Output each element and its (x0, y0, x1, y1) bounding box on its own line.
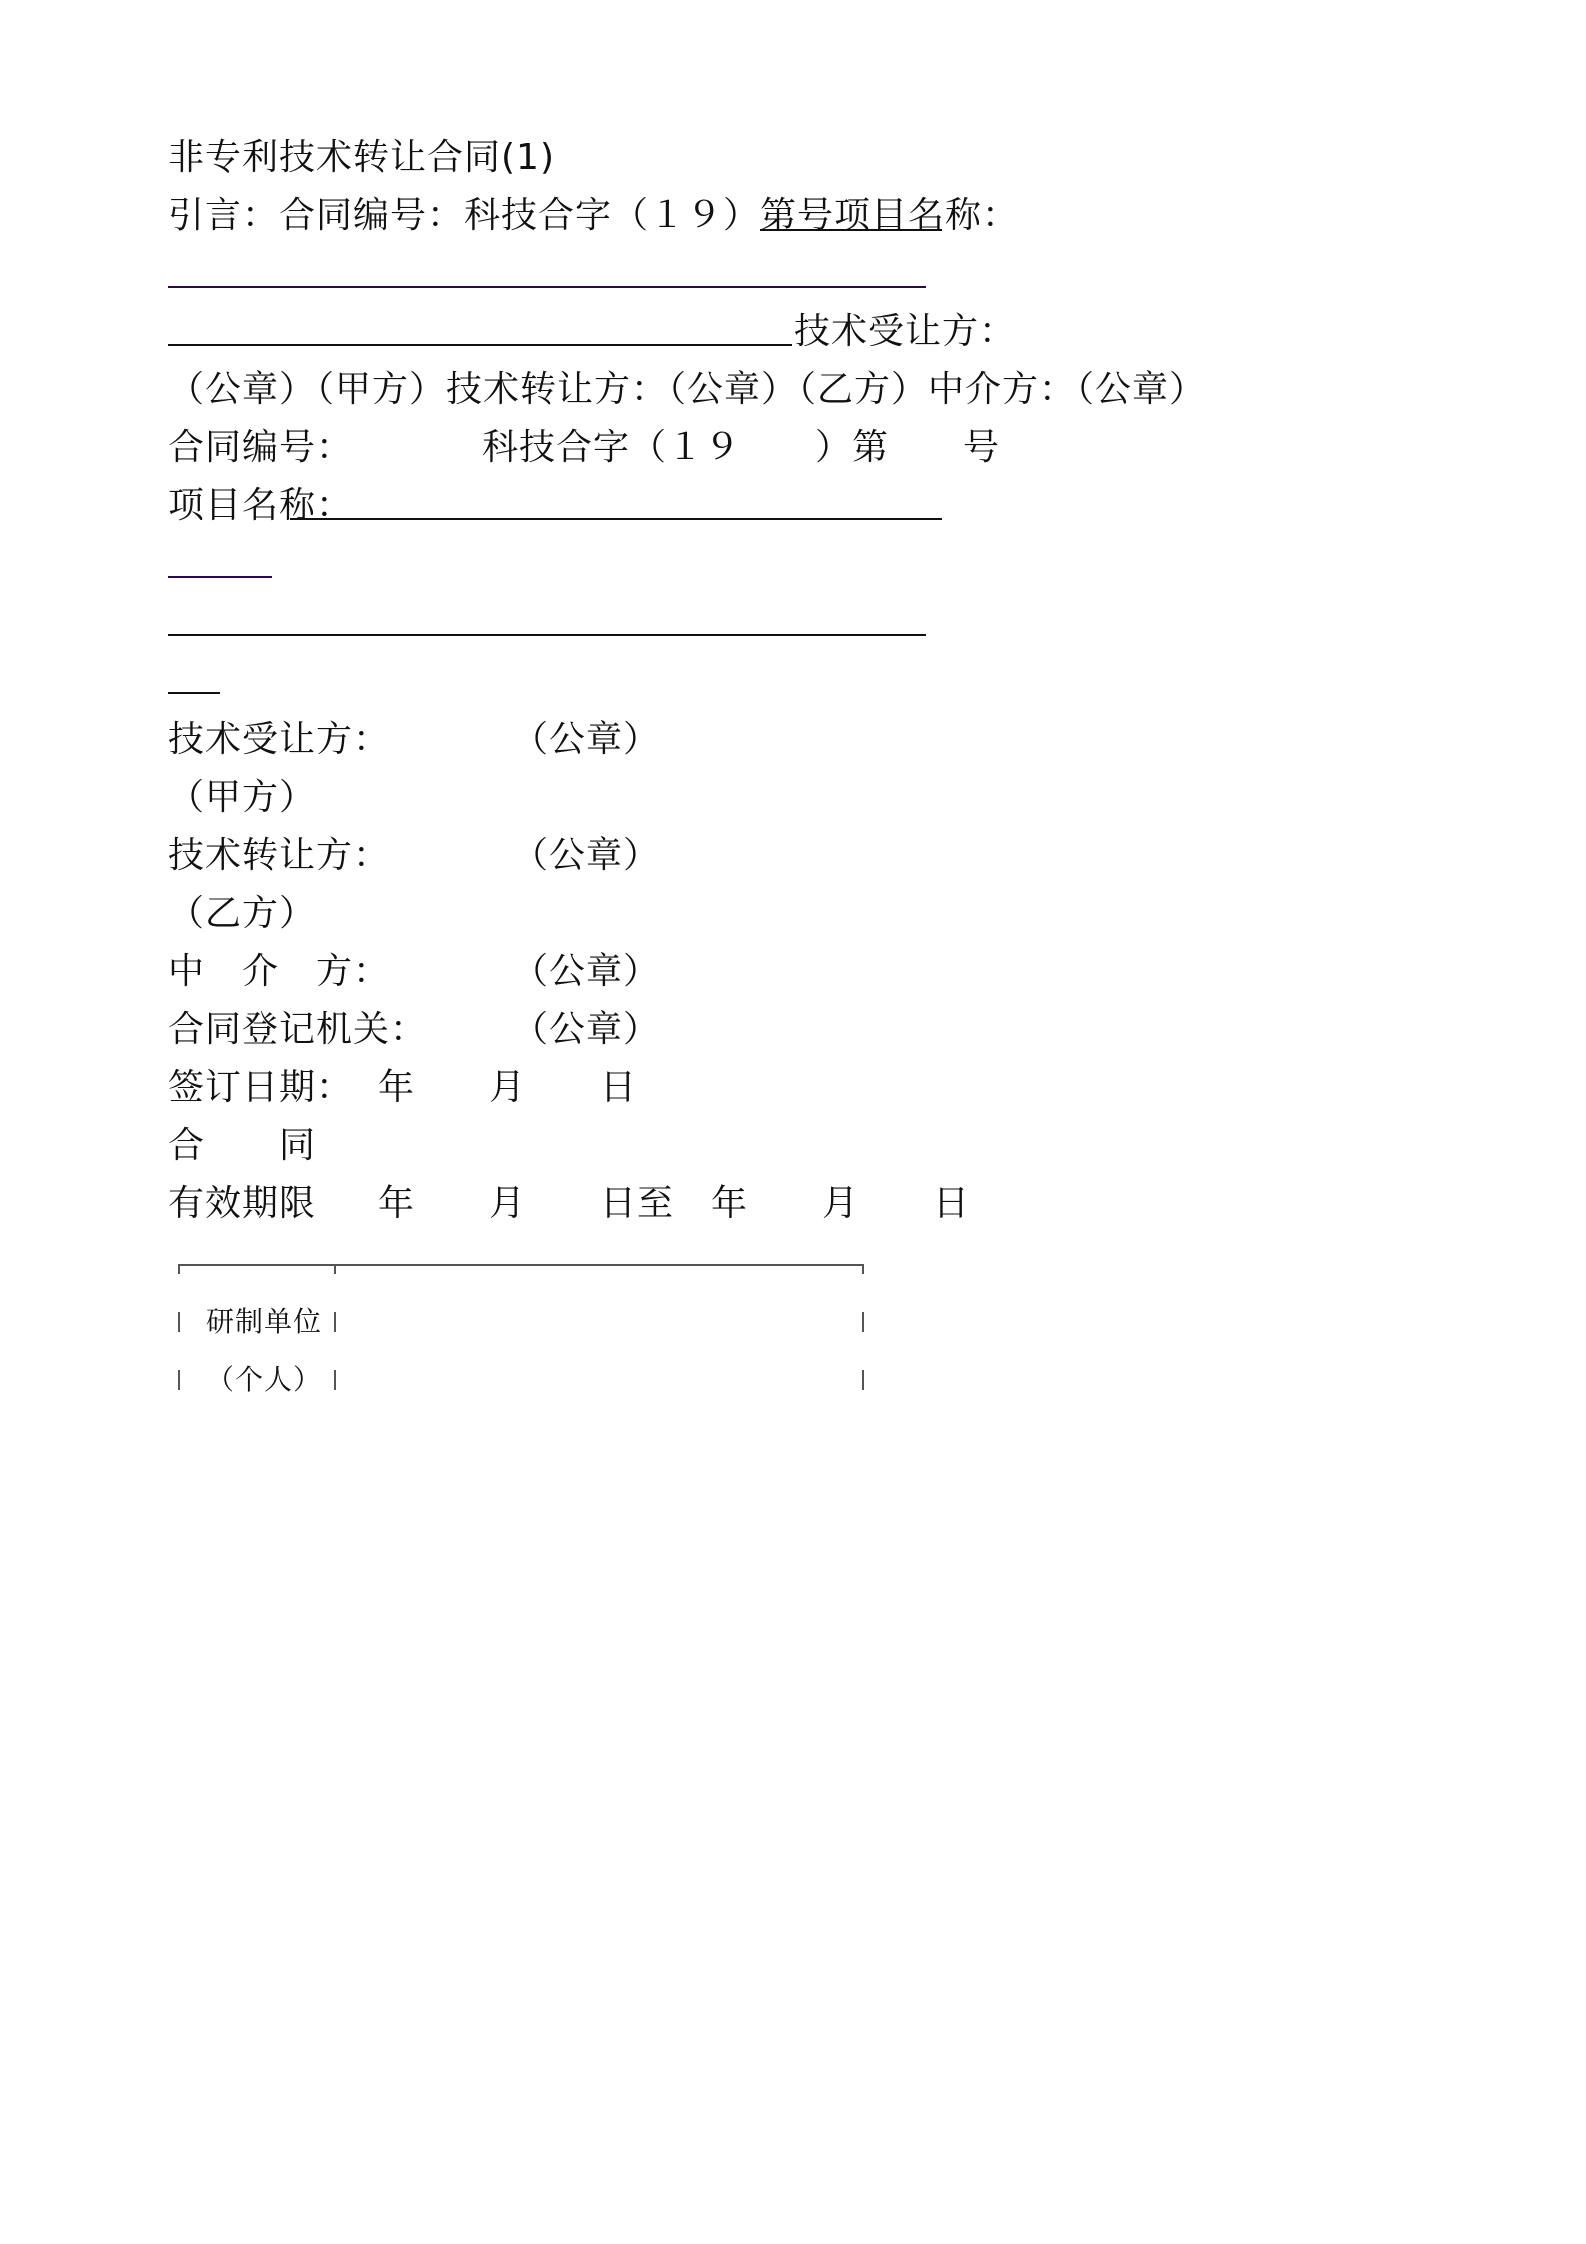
intro-transferee-label: 技术受让方： (794, 311, 1017, 352)
table-mid-tick-row1 (334, 1312, 336, 1332)
table-left-tick-row1 (178, 1312, 180, 1332)
validity-value: 年 月 日至 年 月 日 (378, 1183, 971, 1224)
intro-blank-line-2 (168, 344, 792, 346)
table-unit-label: 研制单位 (206, 1305, 323, 1338)
project-name-blank-1 (290, 518, 942, 520)
sign-date-label: 签订日期： (168, 1067, 354, 1108)
contract-no-value: 科技合字（１９ ）第 号 (482, 427, 1001, 468)
table-left-tick-top (178, 1264, 180, 1274)
transferor-role: （乙方） (168, 893, 317, 934)
transferor-seal: （公章） (512, 835, 661, 876)
contract-no-label: 合同编号： (168, 427, 354, 468)
registry-seal: （公章） (512, 1009, 661, 1050)
intermediary-label: 中 介 方： (168, 951, 391, 992)
intermediary-seal: （公章） (512, 951, 661, 992)
project-name-label: 项目名称： (168, 485, 354, 526)
table-right-tick-top (862, 1264, 864, 1274)
table-top-border (178, 1264, 862, 1266)
project-name-blank-4 (168, 692, 220, 694)
table-person-label: （个人） (206, 1363, 323, 1396)
intro-project-name-blank (760, 229, 942, 231)
document-title: 非专利技术转让合同(1) (168, 137, 555, 178)
transferor-label: 技术转让方： (168, 835, 391, 876)
registry-label: 合同登记机关： (168, 1009, 428, 1050)
table-left-tick-row2 (178, 1370, 180, 1390)
table-mid-tick-top (334, 1264, 336, 1274)
transferee-seal: （公章） (512, 719, 661, 760)
contract-label: 合 同 (168, 1125, 317, 1166)
table-mid-tick-row2 (334, 1370, 336, 1390)
parties-line: （公章）（甲方）技术转让方：（公章）（乙方）中介方：（公章） (168, 369, 1207, 410)
validity-label: 有效期限 (168, 1183, 317, 1224)
intro-blank-line-1 (168, 286, 926, 288)
table-right-tick-row2 (862, 1370, 864, 1390)
intro-text: 引言：合同编号：科技合字（１９）第号项目名称： (168, 195, 1020, 236)
project-name-blank-3 (168, 634, 926, 636)
transferee-label: 技术受让方： (168, 719, 391, 760)
sign-date-value: 年 月 日 (378, 1067, 638, 1108)
project-name-blank-2 (168, 576, 272, 578)
transferee-role: （甲方） (168, 777, 317, 818)
table-right-tick-row1 (862, 1312, 864, 1332)
